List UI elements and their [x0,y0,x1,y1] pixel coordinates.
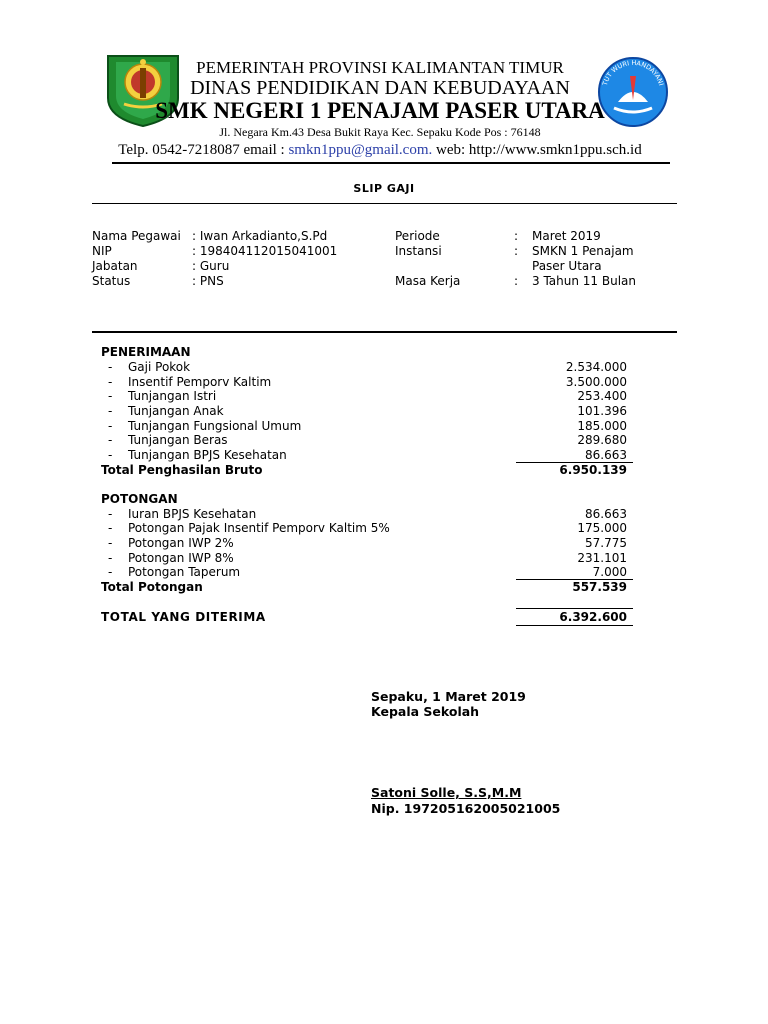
document-title: SLIP GAJI [353,182,415,195]
letterhead-address: Jl. Negara Km.43 Desa Bukit Raya Kec. Sepaku Kode Pos : 76148 [219,125,541,139]
list-item-dash: - [108,419,113,433]
list-item-dash: - [108,375,113,389]
masa-kerja-value: 3 Tahun 11 Bulan [532,274,636,288]
penerimaan-item-label: Tunjangan Beras [128,433,228,447]
list-item-dash: - [108,360,113,374]
potongan-item-label: Potongan IWP 8% [128,551,234,565]
total-potongan-label: Total Potongan [101,580,203,594]
letterhead-school-name: SMK NEGERI 1 PENAJAM PASER UTARA [155,98,605,123]
penerimaan-item-label: Tunjangan Istri [128,389,217,403]
penerimaan-item-label: Gaji Pokok [128,360,191,374]
total-bruto-label: Total Penghasilan Bruto [101,463,263,477]
grand-total-label: TOTAL YANG DITERIMA [101,610,266,624]
instansi-colon: : [514,244,519,258]
periode-value: Maret 2019 [532,229,601,243]
penerimaan-item-value: 86.663 [585,448,627,462]
nama-label: Nama Pegawai [92,229,181,243]
potongan-item-value: 231.101 [577,551,627,565]
list-item-dash: - [108,521,113,535]
instansi-label: Instansi [395,244,442,258]
list-item-dash: - [108,565,113,579]
instansi-value-line1: SMKN 1 Penajam [532,244,634,258]
list-item-dash: - [108,536,113,550]
signature-place-date: Sepaku, 1 Maret 2019 [371,689,526,704]
potongan-item-value: 86.663 [585,507,627,521]
letterhead-department: DINAS PENDIDIKAN DAN KEBUDAYAAN [190,77,570,99]
potongan-item-value: 175.000 [577,521,627,535]
periode-colon: : [514,229,519,243]
potongan-item-label: Potongan Taperum [128,565,241,579]
nip-label: NIP [92,244,112,258]
list-item-dash: - [108,551,113,565]
periode-label: Periode [395,229,440,243]
svg-text:TUT WURI HANDAYANI: TUT WURI HANDAYANI [600,58,666,87]
potongan-item-value: 7.000 [592,565,627,579]
penerimaan-item-value: 289.680 [577,433,627,447]
signature-position: Kepala Sekolah [371,704,480,719]
letterhead-divider [112,162,670,164]
telp-text: Telp. 0542-7218087 email : [118,142,289,158]
title-divider [92,203,677,204]
list-item-dash: - [108,404,113,418]
grand-total-top-line [516,608,633,609]
potongan-item-value: 57.775 [585,536,627,550]
potongan-heading: POTONGAN [101,492,178,506]
instansi-value-line2: Paser Utara [532,259,602,273]
signatory-name: Satoni Solle, S.S,M.M [371,785,522,800]
list-item-dash: - [108,507,113,521]
list-item-dash: - [108,433,113,447]
penerimaan-item-value: 3.500.000 [565,375,627,389]
total-potongan-value: 557.539 [572,580,627,594]
letterhead-contact [0,142,760,159]
penerimaan-item-label: Tunjangan Fungsional Umum [128,419,302,433]
penerimaan-item-value: 101.396 [577,404,627,418]
masa-kerja-label: Masa Kerja [395,274,461,288]
potongan-item-label: Iuran BPJS Kesehatan [128,507,257,521]
section-divider [92,331,677,333]
penerimaan-item-value: 185.000 [577,419,627,433]
status-label: Status [92,274,131,288]
penerimaan-item-label: Tunjangan BPJS Kesehatan [128,448,287,462]
list-item-dash: - [108,448,113,462]
nip-value: : 198404112015041001 [192,244,338,258]
status-value: : PNS [192,274,224,288]
masa-kerja-colon: : [514,274,519,288]
web-text: web: http://www.smkn1ppu.sch.id [432,142,642,158]
penerimaan-item-value: 253.400 [577,389,627,403]
jabatan-value: : Guru [192,259,230,273]
letterhead-government: PEMERINTAH PROVINSI KALIMANTAN TIMUR [196,58,564,77]
potongan-item-label: Potongan IWP 2% [128,536,234,550]
penerimaan-heading: PENERIMAAN [101,345,191,359]
total-bruto-value: 6.950.139 [559,463,627,477]
penerimaan-item-label: Tunjangan Anak [128,404,224,418]
penerimaan-item-label: Insentif Pemporv Kaltim [128,375,272,389]
jabatan-label: Jabatan [92,259,138,273]
grand-total-value: 6.392.600 [559,610,627,624]
email-link[interactable]: smkn1ppu@gmail.com. [288,142,433,158]
potongan-item-label: Potongan Pajak Insentif Pemporv Kaltim 5% [128,521,390,535]
list-item-dash: - [108,389,113,403]
nama-value: : Iwan Arkadianto,S.Pd [192,229,328,243]
signatory-nip: Nip. 197205162005021005 [371,801,561,816]
penerimaan-item-value: 2.534.000 [565,360,627,374]
grand-total-bottom-line [516,625,633,626]
